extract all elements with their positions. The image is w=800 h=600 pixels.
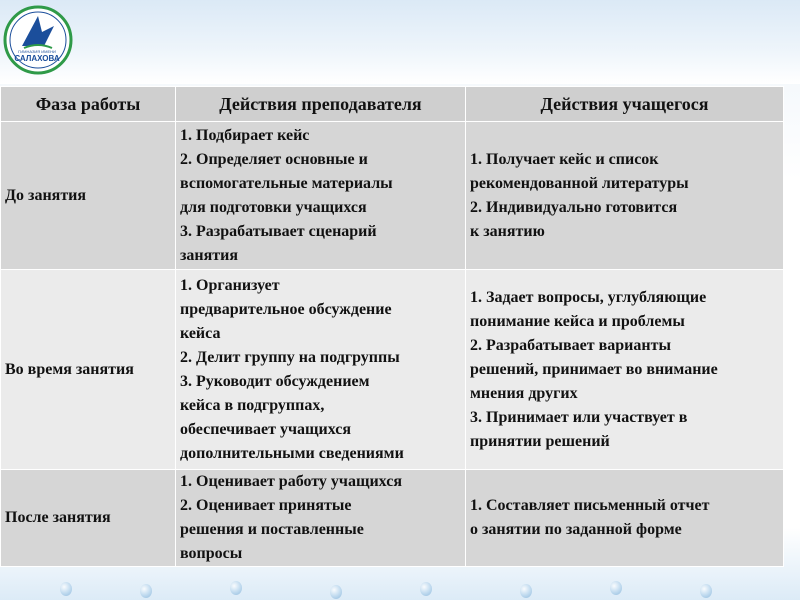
cell-line: занятия: [180, 246, 239, 264]
phase-cell: Во время занятия: [1, 270, 176, 470]
water-drop-icon: [700, 584, 712, 598]
cell-line: предварительное обсуждение: [180, 300, 392, 318]
cell-line: 2. Разрабатывает варианты: [470, 336, 671, 354]
case-method-table: [0, 86, 784, 567]
cell-line: кейса: [180, 324, 221, 342]
logo-caption: [12, 50, 62, 63]
student-cell: [466, 270, 784, 470]
title-bar: [0, 0, 800, 84]
cell-line: 2. Определяет основные и: [180, 150, 368, 168]
cell-line: 3. Руководит обсуждением: [180, 372, 370, 390]
table-row: [1, 470, 784, 567]
water-drop-icon: [230, 581, 242, 595]
school-logo: [2, 2, 74, 80]
cell-line: мнения других: [470, 384, 578, 402]
cell-line: о занятии по заданной форме: [470, 521, 682, 538]
student-cell: [466, 122, 784, 270]
logo-small-text: ГИМНАЗИЯ ИМЕНИ: [18, 49, 56, 54]
student-cell: [466, 470, 784, 567]
cell-line: 2. Делит группу на подгруппы: [180, 348, 400, 366]
table-row: [1, 270, 784, 470]
water-drop-icon: [140, 584, 152, 598]
cell-line: для подготовки учащихся: [180, 198, 367, 216]
water-drop-icon: [520, 584, 532, 598]
phase-cell: До занятия: [1, 122, 176, 270]
cell-line: принятии решений: [470, 432, 610, 450]
cell-line: решения и поставленные: [180, 521, 364, 538]
cell-line: 1. Организует: [180, 276, 280, 294]
teacher-cell: [176, 270, 466, 470]
cell-line: к занятию: [470, 222, 545, 240]
logo-big-text: САЛАХОВА: [14, 54, 60, 63]
teacher-cell: [176, 470, 466, 567]
water-drop-icon: [420, 582, 432, 596]
cell-line: 2. Индивидуально готовится: [470, 198, 678, 216]
cell-line: вопросы: [180, 545, 243, 562]
header-student: Действия учащегося: [466, 87, 784, 122]
header-teacher: Действия преподавателя: [176, 87, 466, 122]
decorative-water-drops: [0, 578, 800, 600]
cell-line: дополнительными сведениями: [180, 444, 404, 462]
cell-line: 3. Принимает или участвует в: [470, 408, 688, 426]
cell-line: кейса в подгруппах,: [180, 396, 325, 414]
header-phase: Фаза работы: [1, 87, 176, 122]
cell-line: понимание кейса и проблемы: [470, 312, 685, 330]
water-drop-icon: [610, 581, 622, 595]
cell-line: 2. Оценивает принятые: [180, 497, 352, 514]
cell-line: обеспечивает учащихся: [180, 420, 351, 438]
phase-cell: После занятия: [1, 470, 176, 567]
cell-line: 1. Составляет письменный отчет: [470, 497, 710, 514]
cell-line: вспомогательные материалы: [180, 174, 393, 192]
cell-line: 1. Задает вопросы, углубляющие: [470, 288, 707, 306]
water-drop-icon: [60, 582, 72, 596]
cell-line: 3. Разрабатывает сценарий: [180, 222, 377, 240]
cell-line: 1. Оценивает работу учащихся: [180, 473, 402, 490]
table-header-row: [1, 87, 784, 122]
table-row: [1, 122, 784, 270]
cell-line: 1. Получает кейс и список: [470, 150, 659, 168]
cell-line: 1. Подбирает кейс: [180, 126, 310, 144]
cell-line: рекомендованной литературы: [470, 174, 689, 192]
water-drop-icon: [330, 585, 342, 599]
teacher-cell: [176, 122, 466, 270]
cell-line: решений, принимает во внимание: [470, 360, 718, 378]
